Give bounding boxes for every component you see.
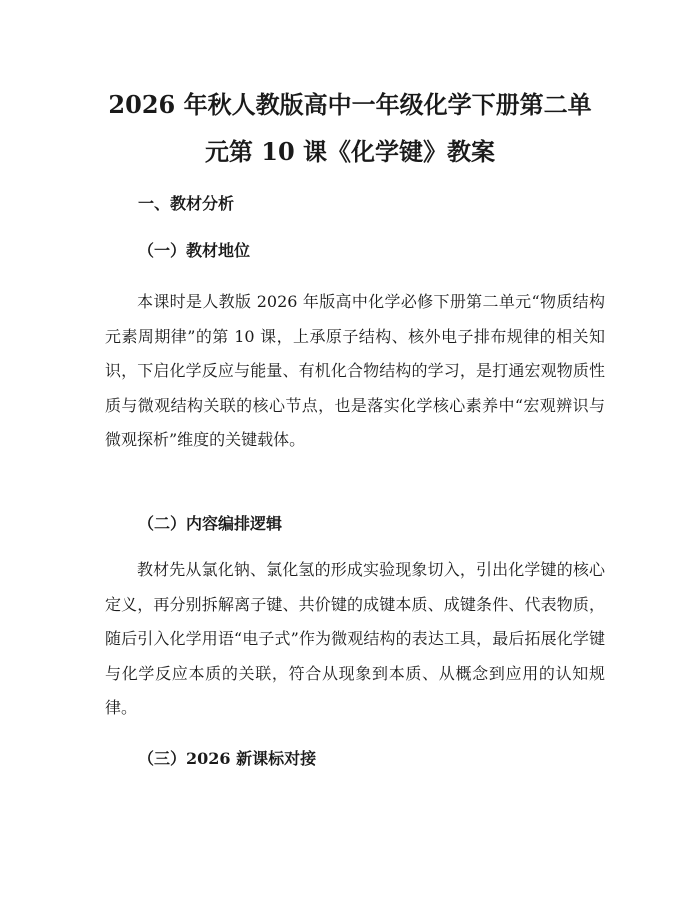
section-heading-curriculum-standard: （三）2026 新课标对接 xyxy=(138,749,317,768)
paragraph-textbook-position: 本课时是人教版 2026 年版高中化学必修下册第二单元“物质结构 元素周期律”的第 10 课，上承原子结构、核外电子排布规律的相关知识，下启化学反应与能量、有机化合物结构的学习，是打通宏观物质性质与微观结构关联的核心节点，也是落实化学核心素养中“宏观辨识与微观探析”维度的关键载体。 xyxy=(105,292,605,449)
document-title-line-2: 元第 10 课《化学键》教案 xyxy=(204,137,496,166)
section-heading-content-logic: （二）内容编排逻辑 xyxy=(138,514,283,533)
paragraph-content-logic: 教材先从氯化钠、氯化氢的形成实验现象切入，引出化学键的核心定义，再分别拆解离子键、共价键的成键本质、成键条件、代表物质，随后引入化学用语“电子式”作为微观结构的表达工具，最后拓展化学键与化学反应本质的关联，符合从现象到本质、从概念到应用的认知规律。 xyxy=(105,560,605,717)
section-heading-textbook-analysis: 一、教材分析 xyxy=(138,194,235,213)
section-heading-textbook-position: （一）教材地位 xyxy=(138,241,251,260)
document-title-line-1: 2026 年秋人教版高中一年级化学下册第二单 xyxy=(108,90,592,119)
